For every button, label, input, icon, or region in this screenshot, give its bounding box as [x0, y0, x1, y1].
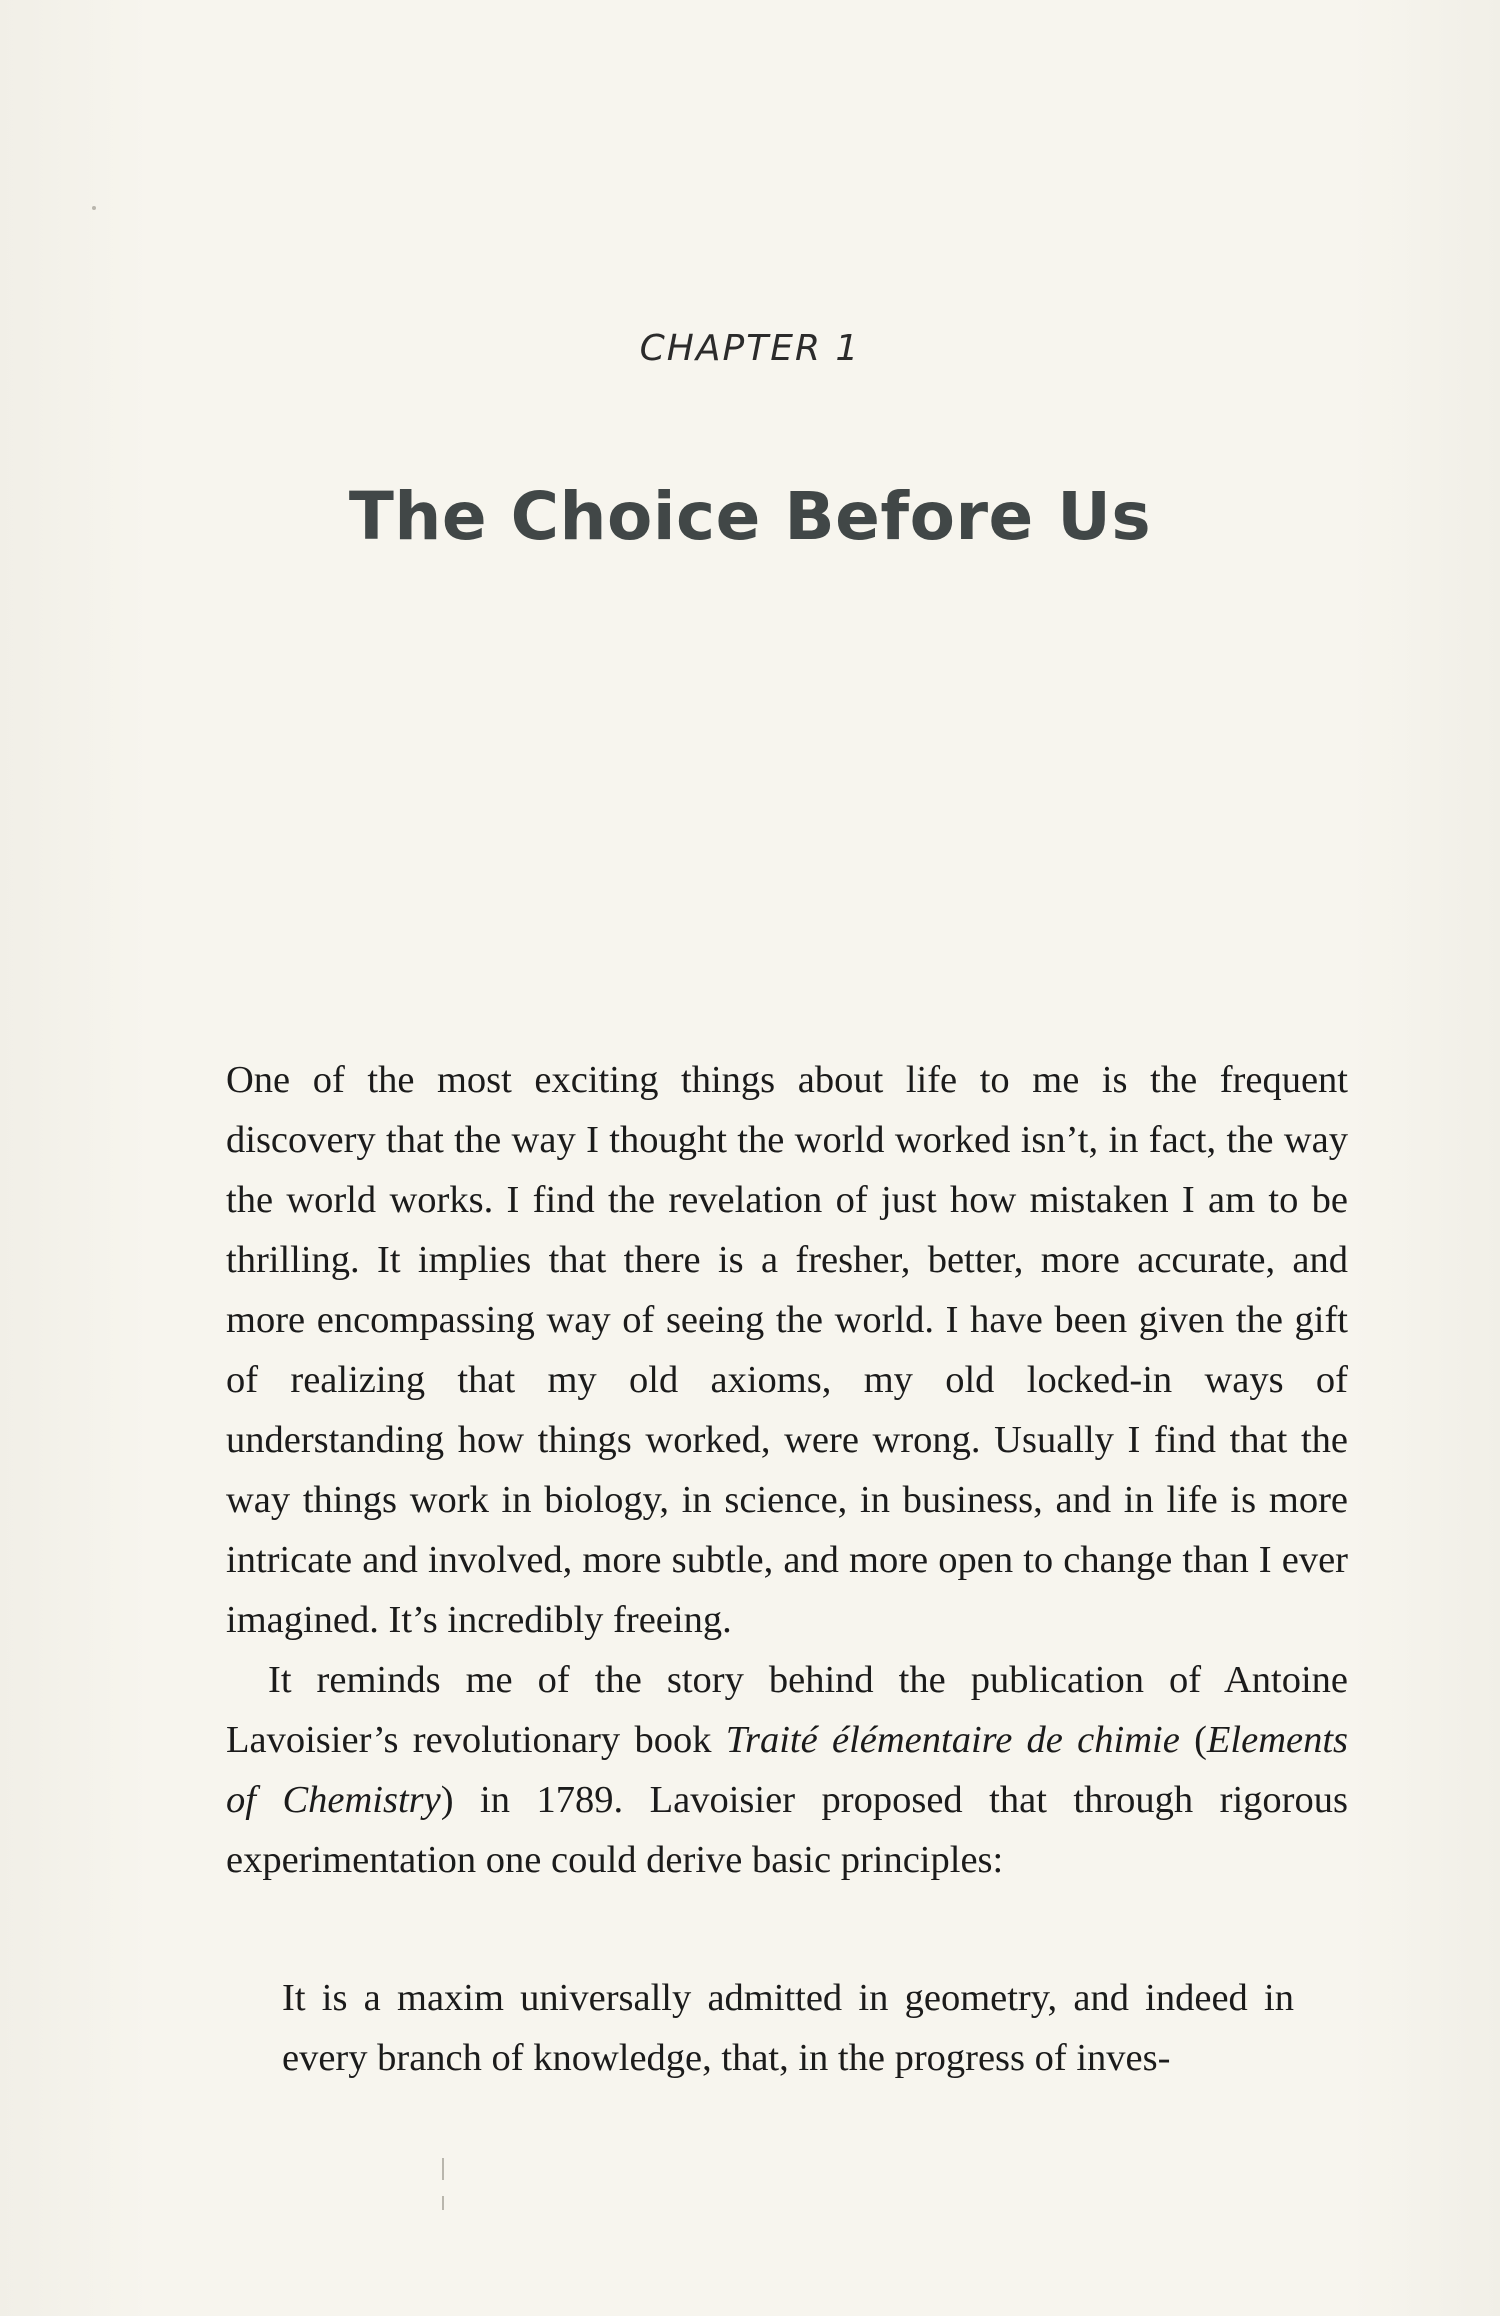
book-title-french: Traité élémentaire de chimie	[725, 1719, 1180, 1761]
paren-open: (	[1179, 1719, 1207, 1761]
scan-mark	[442, 2196, 444, 2210]
chapter-label: CHAPTER 1	[639, 328, 861, 369]
paragraph-2	[226, 1650, 1348, 1890]
chapter-title: The Choice Before Us	[348, 478, 1152, 555]
paragraph-1: One of the most exciting things about life to me is the frequent discovery that the way I thought the world worked isn’t, in fact, the way the world works. I find the revelation of just how mistaken I am to be thrilling. It implies that there is a fresher, better, more accurate, and more encompassing way of seeing the world. I have been given the gift of realizing that my old axioms, my old locked-in ways of understanding how things worked, were wrong. Usually I find that the way things work in biology, in science, in business, and in life is more intricate and involved, more subtle, and more open to change than I ever imagined. It’s incredibly freeing.	[226, 1059, 1348, 1641]
book-title-english: Elements of Chemistry	[226, 1719, 1349, 1821]
paragraph-2-rest: ) in 1789. Lavoisier proposed that through rigorous experimentation one could derive basic principles:	[226, 1779, 1348, 1881]
block-quote	[282, 1968, 1294, 2088]
scan-mark	[92, 206, 96, 210]
scan-mark	[442, 2158, 444, 2180]
paragraph-2-intro: It reminds me of the story behind the publication of Antoine Lavoisier’s revolutionary book	[226, 1659, 1348, 1761]
body-text	[226, 1050, 1348, 1890]
quote-text: It is a maxim universally admitted in geometry, and indeed in every branch of knowledge, that, in the progress of inves-	[282, 1977, 1294, 2079]
